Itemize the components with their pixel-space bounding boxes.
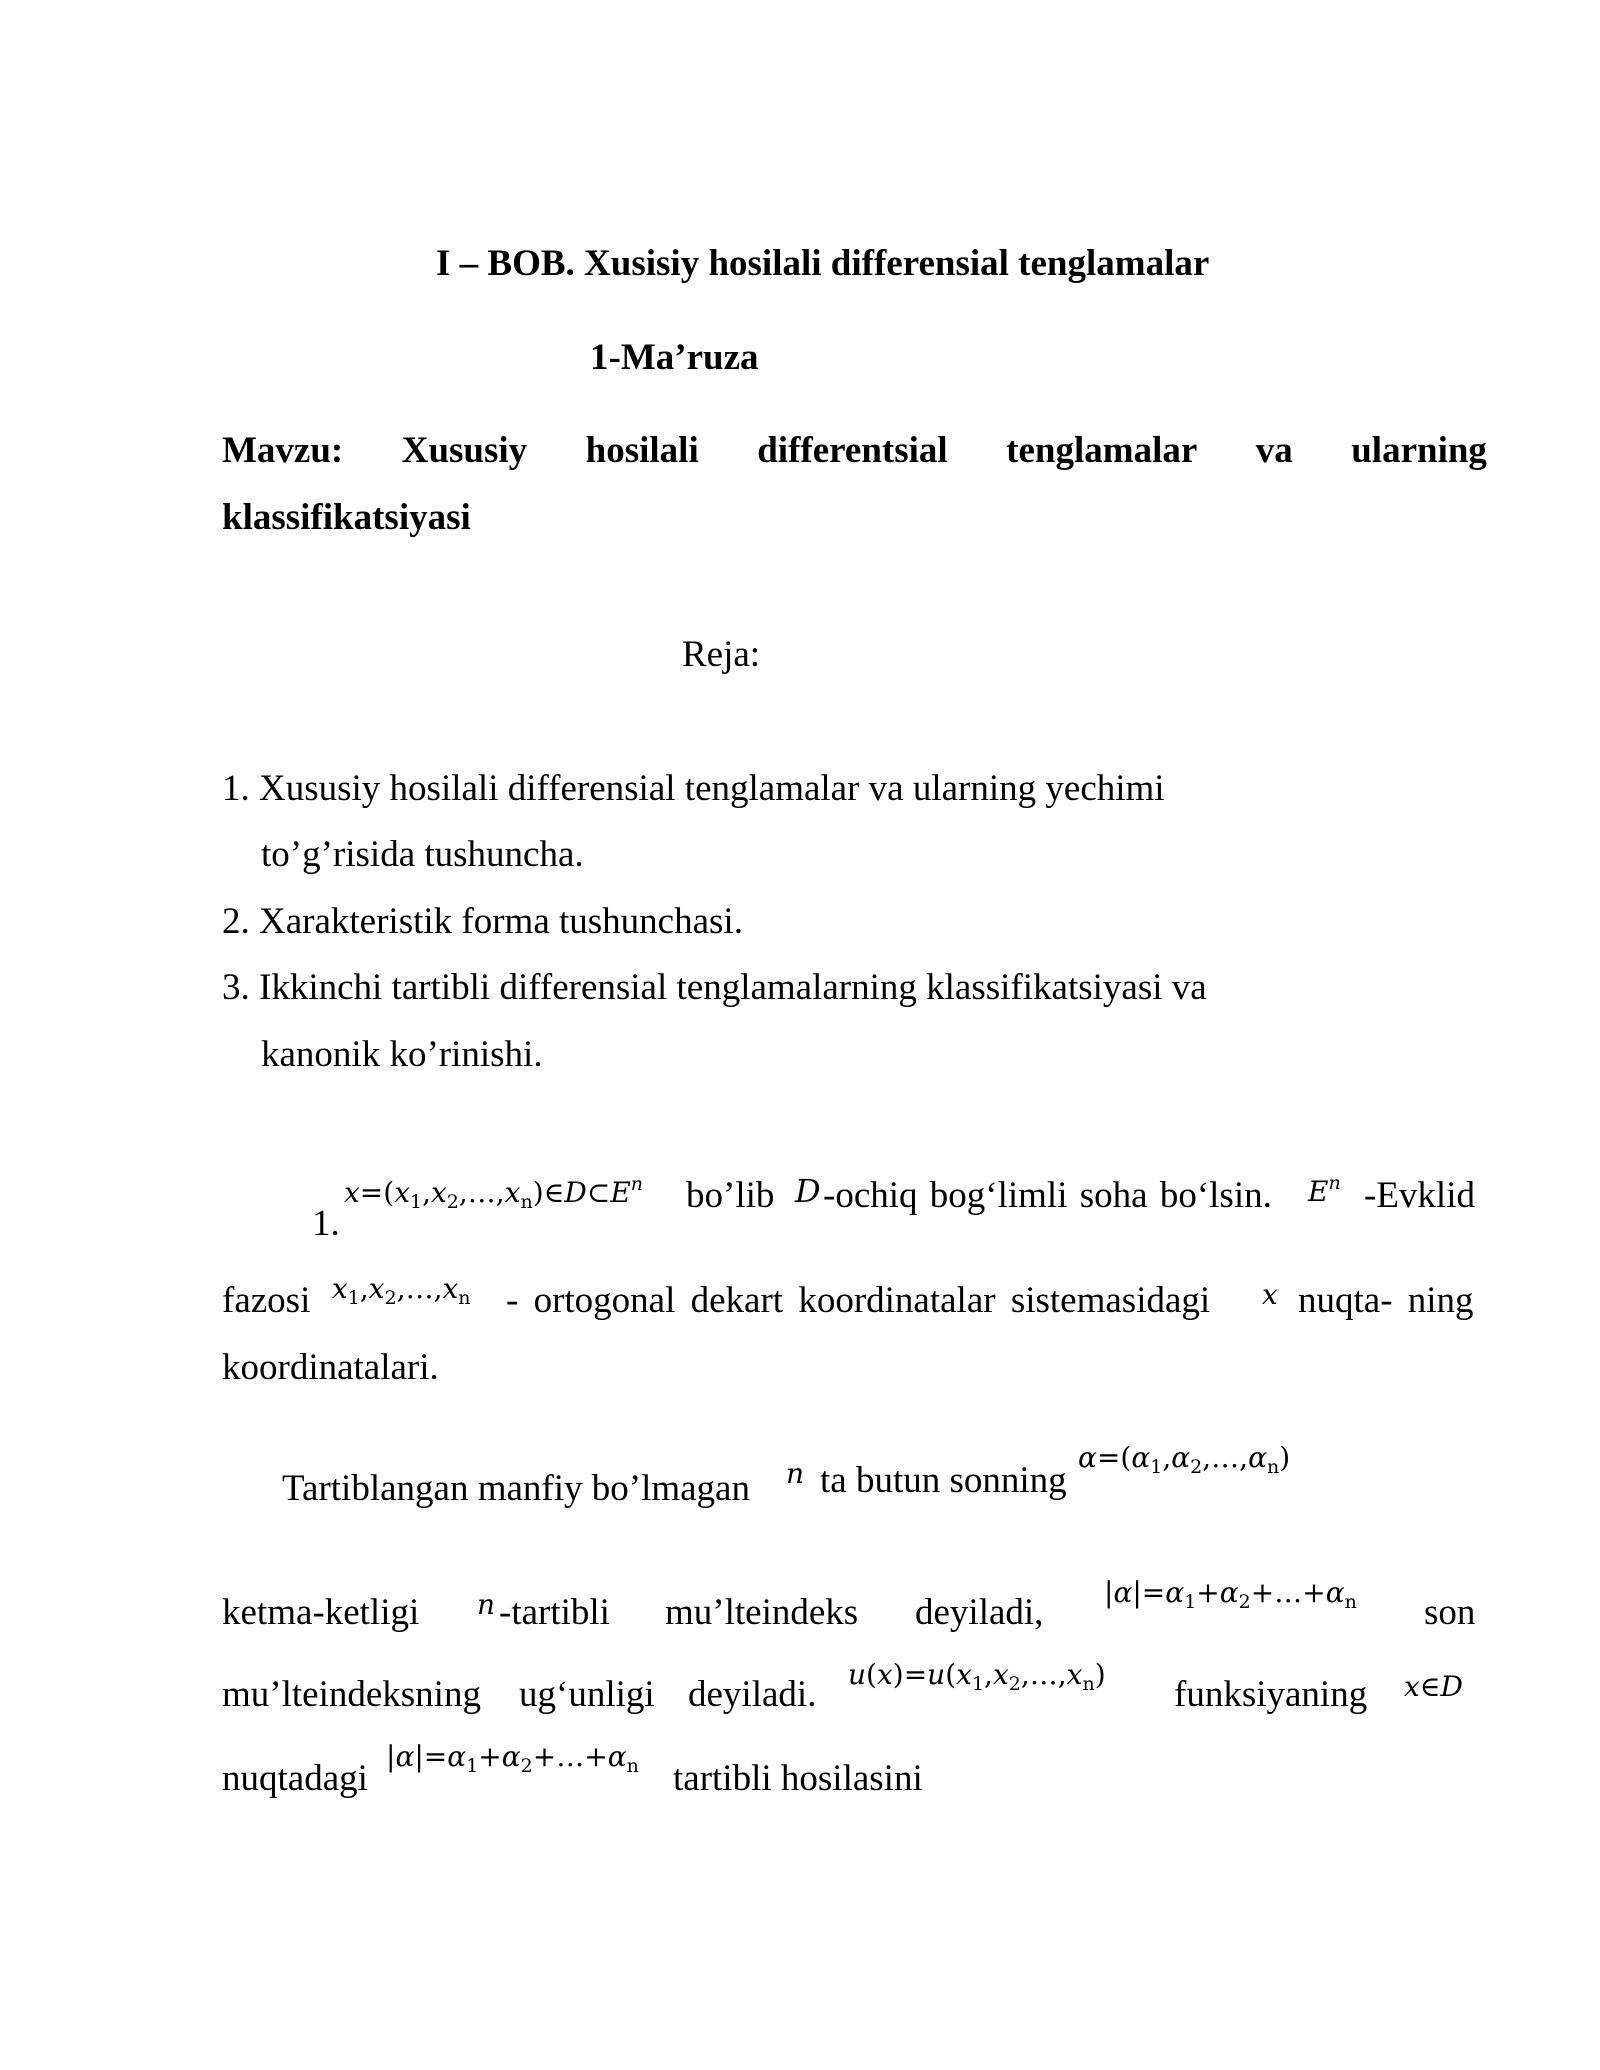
topic-word: tenglamalar [1006,430,1198,471]
plan-item-1-line2: to’g’risida tushuncha. [261,834,584,875]
text-ochiq-soha: -ochiq bog‘limli soha bo‘lsin. [823,1175,1272,1216]
text-nuqtadagi: nuqtadagi [222,1758,368,1799]
topic-word: ularning [1351,430,1487,471]
formula-alpha-abs: $|\alpha|=\alpha_1+\alpha_2+\dots+\alpha_n$ [1104,1576,1357,1613]
text-multeindeksning: mu’lteindeksning [222,1674,481,1715]
plan-item-2 [222,903,743,940]
text-son: son [1424,1592,1476,1633]
text-tartiblangan: Tartiblangan manfiy bo’lmagan [282,1468,750,1509]
plan-heading: Reja: [682,634,761,675]
text-deyiladi-2: deyiladi. [688,1674,817,1715]
text-ta-butun: ta butun sonning [820,1460,1067,1501]
formula-x-point: x [1262,1278,1278,1311]
formula-n: n [786,1457,805,1490]
topic-word: differentsial [757,430,948,471]
topic-word: hosilali [585,430,699,471]
text-tartibli: -tartibli [499,1592,610,1633]
formula-u-x: $u(x)=u(x_1,x_2,\dots,x_n)$ [848,1658,1106,1695]
formula-d: D [795,1172,821,1210]
plan-item-text: Ikkinchi tartibli differensial tenglamalarning klassifikatsiyasi va [259,967,1207,1008]
plan-item-1 [222,770,1165,807]
topic-continuation: klassifikatsiyasi [222,497,471,538]
plan-item-3 [222,969,1207,1006]
formula-alpha-abs-2: $|\alpha|=\alpha_1+\alpha_2+\dots+\alpha_n$ [386,1740,639,1777]
formula-x-coords: $x_1,x_2,\dots,x_n$ [332,1272,471,1309]
plan-item-3-line2: kanonik ko’rinishi. [261,1034,543,1075]
text-koordinatalari: koordinatalari. [222,1347,439,1388]
text-ketma-ketligi: ketma-ketligi [222,1592,420,1633]
plan-item-text: Xarakteristik forma tushunchasi. [259,901,743,942]
text-tartibli-hosilasini: tartibli hosilasini [673,1758,923,1799]
formula-x-in-d-2: x∈D [1404,1670,1463,1703]
text-ugunligi: ug‘unligi [519,1674,655,1715]
topic-line [222,432,1487,469]
topic-word: Xususiy [401,430,528,471]
plan-item-number: 3. [222,967,250,1008]
plan-item-text: Xususiy hosilali differensial tenglamalar va ularning yechimi [259,768,1165,809]
text-evklid: -Evklid [1364,1175,1475,1216]
formula-en: $E^n$ [1308,1172,1341,1208]
plan-item-number: 1. [222,768,250,809]
formula-n-order: n [477,1588,496,1621]
lecture-title: 1-Ma’ruza [590,337,759,378]
plan-item-number: 2. [222,901,250,942]
text-funksiyaning: funksiyaning [1174,1674,1368,1715]
chapter-title: I – BOB. Xusisiy hosilali differensial tenglamalar [436,243,1210,284]
topic-word: va [1255,430,1293,471]
topic-label: Mavzu: [222,430,344,471]
paragraph-number: 1. [312,1203,340,1244]
formula-alpha-tuple: $\alpha=(\alpha_1,\alpha_2,\dots,\alpha_n)$ [1078,1441,1291,1478]
formula-x-in-d: $x=(x_1,x_2,\dots,x_n)\in D\subset E^n$ [344,1173,644,1213]
text-deyiladi: deyiladi, [915,1592,1044,1633]
text-multeindeks: mu’lteindeks [665,1592,859,1633]
text-fazosi: fazosi [222,1280,311,1321]
text-bolib: bo’lib [686,1175,775,1216]
text-nuqta-ning: nuqta- ning [1298,1280,1474,1321]
text-ortogonal: - ortogonal dekart koordinatalar sistemasidagi [506,1280,1211,1321]
